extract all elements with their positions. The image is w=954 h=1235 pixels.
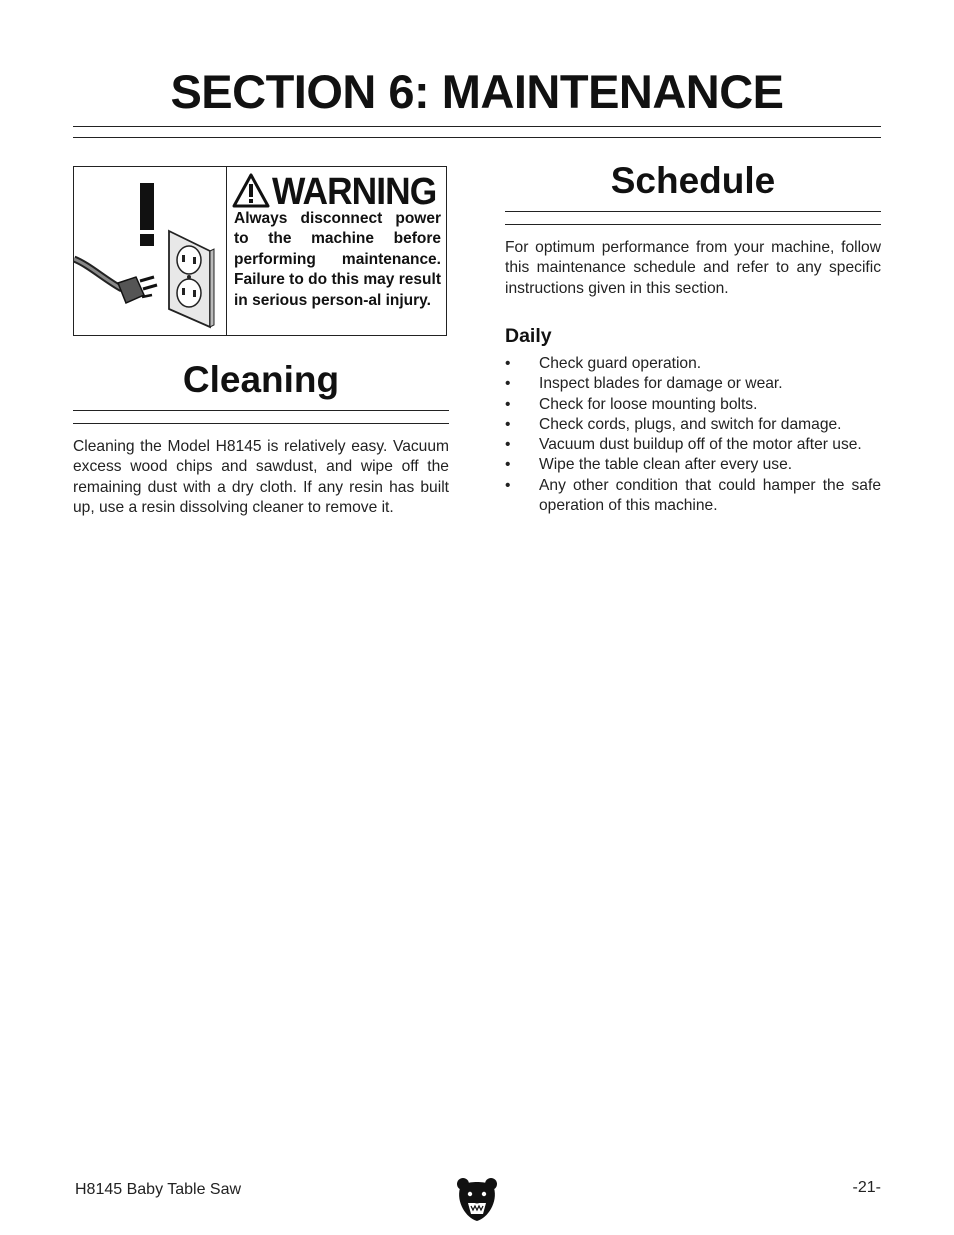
list-item: • Vacuum dust buildup off of the motor after use. (505, 435, 881, 455)
cleaning-rule-top (73, 410, 449, 411)
unplug-icon (74, 167, 226, 335)
cleaning-body: Cleaning the Model H8145 is relatively easy. Vacuum excess wood chips and sawdust, and wipe off the remaining dust with a dry cloth. If any resin has built up, use a resin dissolving cleaner to remove it. (73, 438, 449, 516)
bullet: • (505, 436, 511, 454)
page-number: -21- (852, 1179, 881, 1196)
list-item: • Check for loose mounting bolts. (505, 395, 881, 415)
bullet: • (505, 476, 511, 494)
warning-triangle-icon (232, 173, 270, 209)
section-title: SECTION 6: MAINTENANCE (170, 65, 784, 118)
title-rule-bottom (73, 137, 881, 138)
footer-model: H8145 Baby Table Saw (75, 1181, 242, 1198)
warning-label: WARNING (272, 171, 437, 213)
unplug-illustration (74, 167, 227, 335)
title-rule-top (73, 126, 881, 127)
schedule-rule-bottom (505, 224, 881, 225)
daily-heading: Daily (505, 325, 552, 347)
list-item: • Any other condition that could hamper the safe operation of this machine. (505, 476, 881, 515)
daily-checklist (505, 354, 881, 516)
schedule-intro: For optimum performance from your machine, follow this maintenance schedule and refer to any specific instructions given in this section. (505, 239, 881, 297)
list-item: • Check cords, plugs, and switch for damage. (505, 415, 881, 435)
list-item: • Check guard operation. (505, 354, 881, 374)
warning-header (232, 171, 444, 211)
list-item: • Inspect blades for damage or wear. (505, 374, 881, 394)
list-item: • Wipe the table clean after every use. (505, 455, 881, 475)
cleaning-heading: Cleaning (182, 359, 340, 400)
schedule-heading: Schedule (610, 160, 776, 201)
bear-logo-icon (456, 1176, 498, 1222)
warning-text: Always disconnect power to the machine before performing maintenance. Failure to do this may result in serious person-al injury. (234, 210, 441, 309)
bullet: • (505, 415, 511, 433)
schedule-rule-top (505, 211, 881, 212)
warning-box (73, 166, 447, 336)
cleaning-rule-bottom (73, 423, 449, 424)
bullet: • (505, 456, 511, 474)
bullet: • (505, 395, 511, 413)
bullet: • (505, 355, 511, 372)
bullet: • (505, 375, 511, 393)
